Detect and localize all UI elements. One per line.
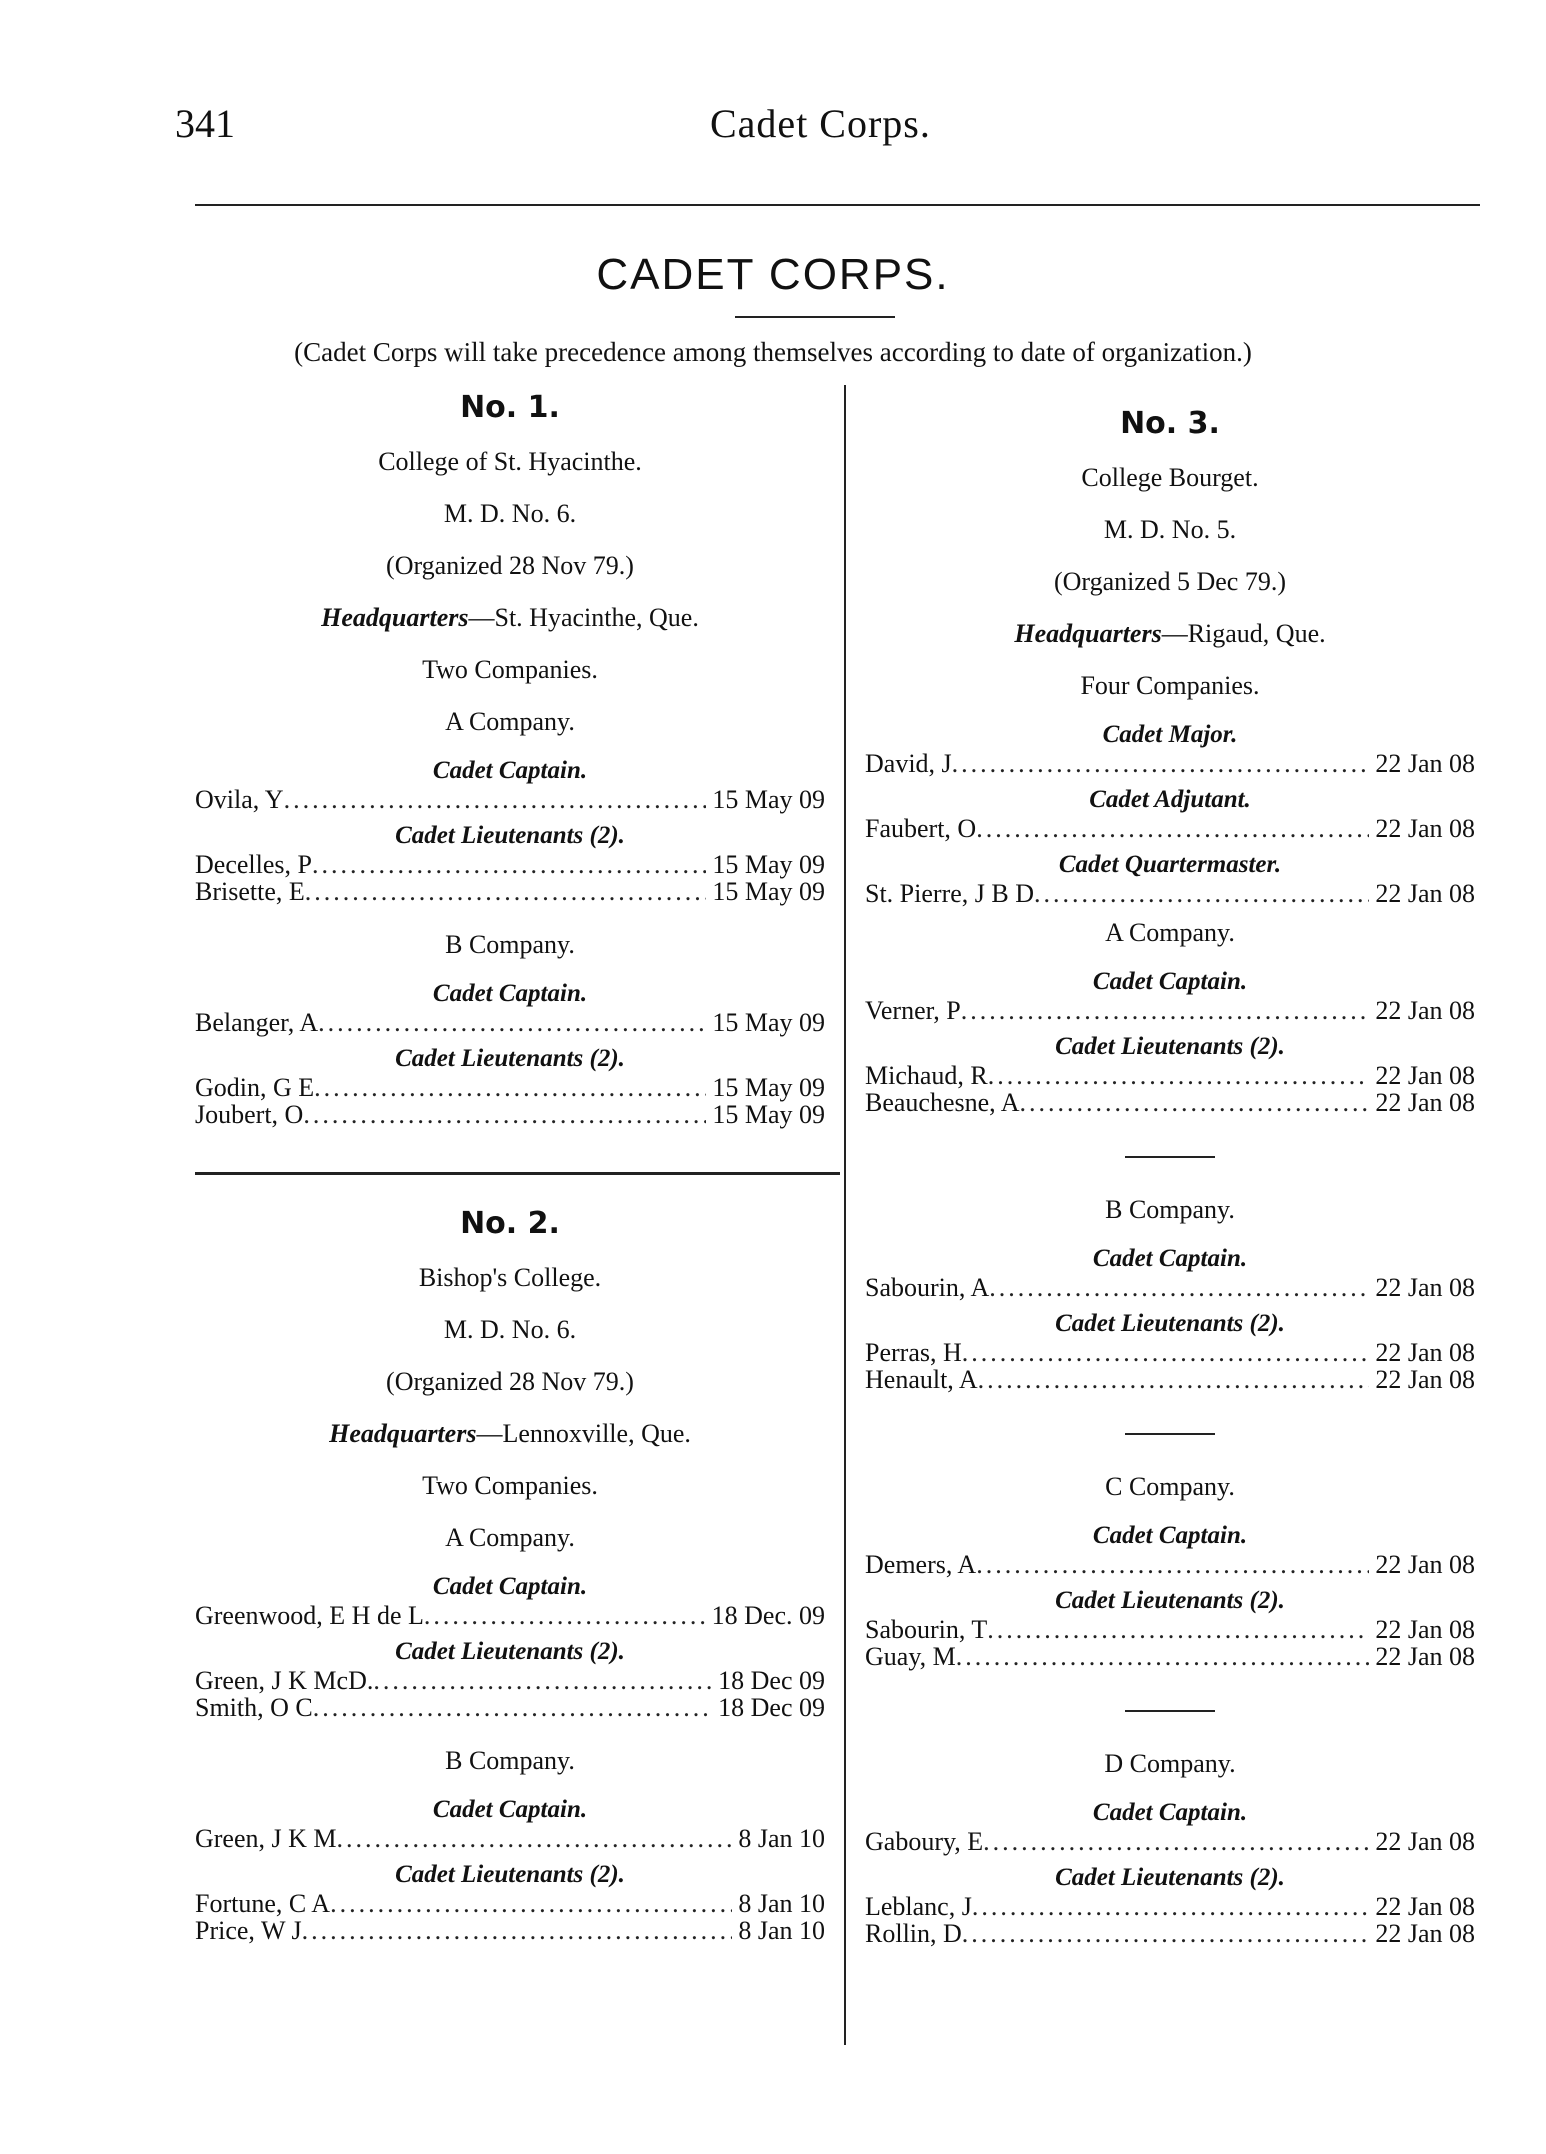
- company-name: B Company.: [445, 930, 575, 959]
- dot-leader: [303, 1101, 706, 1128]
- organized-date: (Organized 28 Nov 79.): [386, 551, 634, 580]
- corps-no-3: [865, 396, 1475, 1961]
- cadet-name: Guay, M: [865, 1642, 956, 1671]
- dot-leader: [988, 1062, 1370, 1089]
- dot-leader: [978, 1366, 1370, 1393]
- cadet-name: Smith, O C: [195, 1693, 313, 1722]
- roster-entry: [865, 1893, 1475, 1920]
- rank-heading: Cadet Captain.: [1092, 1799, 1248, 1826]
- roster-entry: [865, 1274, 1475, 1301]
- roster-entry: [195, 1101, 825, 1128]
- rank-heading: Cadet Captain.: [432, 1573, 588, 1600]
- appointment-date: 22 Jan 08: [1375, 814, 1475, 843]
- cadet-name: Price, W J: [195, 1916, 302, 1945]
- rank-heading: Cadet Captain.: [1092, 1245, 1248, 1272]
- spacer: [865, 1947, 1475, 1961]
- roster-entry: [195, 1890, 825, 1917]
- cadet-name: Green, J K M: [195, 1824, 337, 1853]
- cadet-name: Verner, P: [865, 996, 961, 1025]
- dot-leader: [976, 815, 1369, 842]
- roster-entry: [195, 1917, 825, 1944]
- cadet-name: Belanger, A: [195, 1008, 319, 1037]
- cadet-name: Decelles, P: [195, 850, 312, 879]
- appointment-date: 22 Jan 08: [1375, 1338, 1475, 1367]
- cadet-name: Demers, A: [865, 1550, 977, 1579]
- dot-leader: [962, 1920, 1370, 1947]
- spacer: [195, 1944, 825, 1958]
- dot-leader: [983, 1828, 1369, 1855]
- military-district: M. D. No. 5.: [1103, 515, 1237, 544]
- rank-heading: Cadet Major.: [1102, 721, 1238, 748]
- rank-heading: Cadet Lieutenants (2).: [395, 1861, 625, 1888]
- appointment-date: 15 May 09: [712, 1008, 825, 1037]
- appointment-date: 15 May 09: [712, 877, 825, 906]
- roster-entry: [865, 1920, 1475, 1947]
- appointment-date: 22 Jan 08: [1375, 1365, 1475, 1394]
- roster-entry: [195, 1074, 825, 1101]
- roster-entry: [865, 750, 1475, 777]
- headquarters-label: Headquarters: [1014, 619, 1162, 648]
- company-divider: [1125, 1710, 1215, 1712]
- running-title: Cadet Corps.: [710, 101, 931, 146]
- dot-leader: [987, 1616, 1369, 1643]
- title-rule: [735, 316, 895, 318]
- cadet-name: Rollin, D: [865, 1919, 962, 1948]
- dot-leader: [302, 1917, 733, 1944]
- appointment-date: 8 Jan 10: [738, 1889, 825, 1918]
- roster-entry: [195, 1825, 825, 1852]
- corps-number: No. 1.: [460, 390, 560, 425]
- company-divider: [1125, 1433, 1215, 1435]
- roster-entry: [195, 851, 825, 878]
- spacer: [195, 905, 825, 919]
- appointment-date: 15 May 09: [712, 785, 825, 814]
- military-district: M. D. No. 6.: [443, 499, 577, 528]
- rank-heading: Cadet Lieutenants (2).: [395, 1638, 625, 1665]
- appointment-date: 22 Jan 08: [1375, 1615, 1475, 1644]
- cadet-name: Godin, G E: [195, 1073, 315, 1102]
- college-name: Bishop's College.: [418, 1263, 602, 1292]
- precedence-note: (Cadet Corps will take precedence among themselves according to date of organization.): [294, 337, 1252, 367]
- dot-leader: [313, 1694, 712, 1721]
- company-name: B Company.: [1105, 1195, 1235, 1224]
- corps-number: No. 2.: [460, 1206, 560, 1241]
- cadet-name: Perras, H: [865, 1338, 962, 1367]
- company-name: C Company.: [1105, 1472, 1235, 1501]
- rank-heading: Cadet Captain.: [432, 1796, 588, 1823]
- roster-entry: [865, 1089, 1475, 1116]
- company-divider: [1125, 1156, 1215, 1158]
- dot-leader: [1034, 880, 1369, 907]
- cadet-name: Beauchesne, A: [865, 1088, 1020, 1117]
- companies-count: Four Companies.: [1080, 671, 1260, 700]
- dot-leader: [962, 1339, 1370, 1366]
- roster-entry: [195, 878, 825, 905]
- rank-heading: Cadet Lieutenants (2).: [1055, 1864, 1285, 1891]
- appointment-date: 8 Jan 10: [738, 1916, 825, 1945]
- headquarters: [195, 1408, 825, 1460]
- appointment-date: 22 Jan 08: [1375, 1827, 1475, 1856]
- organized-date: (Organized 28 Nov 79.): [386, 1367, 634, 1396]
- rank-heading: Cadet Lieutenants (2).: [1055, 1310, 1285, 1337]
- running-head: [0, 100, 1546, 150]
- dot-leader: [976, 1551, 1369, 1578]
- rank-heading: Cadet Lieutenants (2).: [1055, 1587, 1285, 1614]
- spacer: [865, 1393, 1475, 1407]
- college-name: College of St. Hyacinthe.: [378, 447, 642, 476]
- appointment-date: 15 May 09: [712, 1100, 825, 1129]
- appointment-date: 22 Jan 08: [1375, 1892, 1475, 1921]
- headquarters: [865, 608, 1475, 660]
- rank-heading: Cadet Quartermaster.: [1058, 851, 1282, 878]
- roster-entry: [195, 1694, 825, 1721]
- appointment-date: 22 Jan 08: [1375, 1088, 1475, 1117]
- spacer: [865, 1670, 1475, 1684]
- cadet-name: Henault, A: [865, 1365, 978, 1394]
- appointment-date: 22 Jan 08: [1375, 1273, 1475, 1302]
- roster-entry: [865, 1062, 1475, 1089]
- cadet-name: Gaboury, E: [865, 1827, 984, 1856]
- dot-leader: [330, 1890, 732, 1917]
- roster-entry: [865, 815, 1475, 842]
- company-name: A Company.: [445, 1523, 575, 1552]
- company-name: A Company.: [445, 707, 575, 736]
- dot-leader: [956, 1643, 1370, 1670]
- appointment-date: 22 Jan 08: [1375, 1919, 1475, 1948]
- dot-leader: [373, 1667, 712, 1694]
- headquarters-label: Headquarters: [321, 603, 469, 632]
- roster-entry: [195, 1602, 825, 1629]
- corps-number: No. 3.: [1120, 406, 1220, 441]
- dot-leader: [318, 1009, 706, 1036]
- organized-date: (Organized 5 Dec 79.): [1054, 567, 1286, 596]
- appointment-date: 22 Jan 08: [1375, 996, 1475, 1025]
- spacer: [195, 1721, 825, 1735]
- page-number: 341: [175, 101, 235, 146]
- rank-heading: Cadet Lieutenants (2).: [1055, 1033, 1285, 1060]
- headquarters: [195, 592, 825, 644]
- cadet-name: Fortune, C A: [195, 1889, 331, 1918]
- roster-entry: [865, 880, 1475, 907]
- appointment-date: 8 Jan 10: [738, 1824, 825, 1853]
- roster-entry: [865, 1643, 1475, 1670]
- appointment-date: 22 Jan 08: [1375, 1642, 1475, 1671]
- cadet-name: Sabourin, A: [865, 1273, 990, 1302]
- cadet-name: Faubert, O: [865, 814, 977, 843]
- dot-leader: [989, 1274, 1369, 1301]
- dot-leader: [337, 1825, 733, 1852]
- dot-leader: [305, 878, 707, 905]
- headquarters-label: Headquarters: [329, 1419, 477, 1448]
- cadet-name: Michaud, R: [865, 1061, 988, 1090]
- company-name: D Company.: [1104, 1749, 1236, 1778]
- military-district: M. D. No. 6.: [443, 1315, 577, 1344]
- roster-entry: [865, 1616, 1475, 1643]
- cadet-name: Leblanc, J: [865, 1892, 972, 1921]
- headquarters-location: —Rigaud, Que.: [1161, 619, 1326, 648]
- appointment-date: 18 Dec 09: [718, 1693, 825, 1722]
- dot-leader: [972, 1893, 1369, 1920]
- rank-heading: Cadet Captain.: [432, 757, 588, 784]
- company-name: B Company.: [445, 1746, 575, 1775]
- cadet-name: Ovila, Y: [195, 785, 284, 814]
- roster-entry: [865, 997, 1475, 1024]
- rank-heading: Cadet Adjutant.: [1089, 786, 1251, 813]
- roster-entry: [195, 786, 825, 813]
- dot-leader: [284, 786, 707, 813]
- cadet-name: St. Pierre, J B D: [865, 879, 1034, 908]
- appointment-date: 18 Dec 09: [718, 1666, 825, 1695]
- roster-entry: [195, 1009, 825, 1036]
- appointment-date: 22 Jan 08: [1375, 879, 1475, 908]
- dot-leader: [312, 851, 706, 878]
- cadet-name: Greenwood, E H de L: [195, 1601, 424, 1630]
- roster-entry: [865, 1828, 1475, 1855]
- header-rule: [195, 204, 1480, 206]
- cadet-name: David, J: [865, 749, 952, 778]
- rank-heading: Cadet Lieutenants (2).: [395, 1045, 625, 1072]
- rank-heading: Cadet Captain.: [432, 980, 588, 1007]
- spacer: [195, 1128, 825, 1142]
- rank-heading: Cadet Captain.: [1092, 968, 1248, 995]
- dot-leader: [424, 1602, 706, 1629]
- appointment-date: 22 Jan 08: [1375, 749, 1475, 778]
- section-divider: [195, 1172, 840, 1175]
- dot-leader: [952, 750, 1370, 777]
- corps-no-1: [195, 380, 825, 1142]
- dot-leader: [1020, 1089, 1370, 1116]
- roster-entry: [195, 1667, 825, 1694]
- spacer: [865, 1116, 1475, 1130]
- dot-leader: [961, 997, 1370, 1024]
- companies-count: Two Companies.: [422, 655, 598, 684]
- roster-entry: [865, 1366, 1475, 1393]
- cadet-name: Green, J K McD.: [195, 1666, 374, 1695]
- rank-heading: Cadet Captain.: [1092, 1522, 1248, 1549]
- headquarters-location: —St. Hyacinthe, Que.: [468, 603, 699, 632]
- dot-leader: [314, 1074, 706, 1101]
- page-title: CADET CORPS.: [596, 250, 950, 299]
- companies-count: Two Companies.: [422, 1471, 598, 1500]
- corps-no-2: [195, 1196, 825, 1958]
- appointment-date: 15 May 09: [712, 1073, 825, 1102]
- cadet-name: Sabourin, T: [865, 1615, 988, 1644]
- column-divider: [844, 385, 846, 2045]
- roster-entry: [865, 1339, 1475, 1366]
- roster-entry: [865, 1551, 1475, 1578]
- headquarters-location: —Lennoxville, Que.: [476, 1419, 691, 1448]
- appointment-date: 22 Jan 08: [1375, 1061, 1475, 1090]
- rank-heading: Cadet Lieutenants (2).: [395, 822, 625, 849]
- college-name: College Bourget.: [1081, 463, 1259, 492]
- appointment-date: 15 May 09: [712, 850, 825, 879]
- appointment-date: 22 Jan 08: [1375, 1550, 1475, 1579]
- cadet-name: Joubert, O: [195, 1100, 304, 1129]
- company-name: A Company.: [1105, 918, 1235, 947]
- cadet-name: Brisette, E: [195, 877, 305, 906]
- appointment-date: 18 Dec. 09: [711, 1601, 825, 1630]
